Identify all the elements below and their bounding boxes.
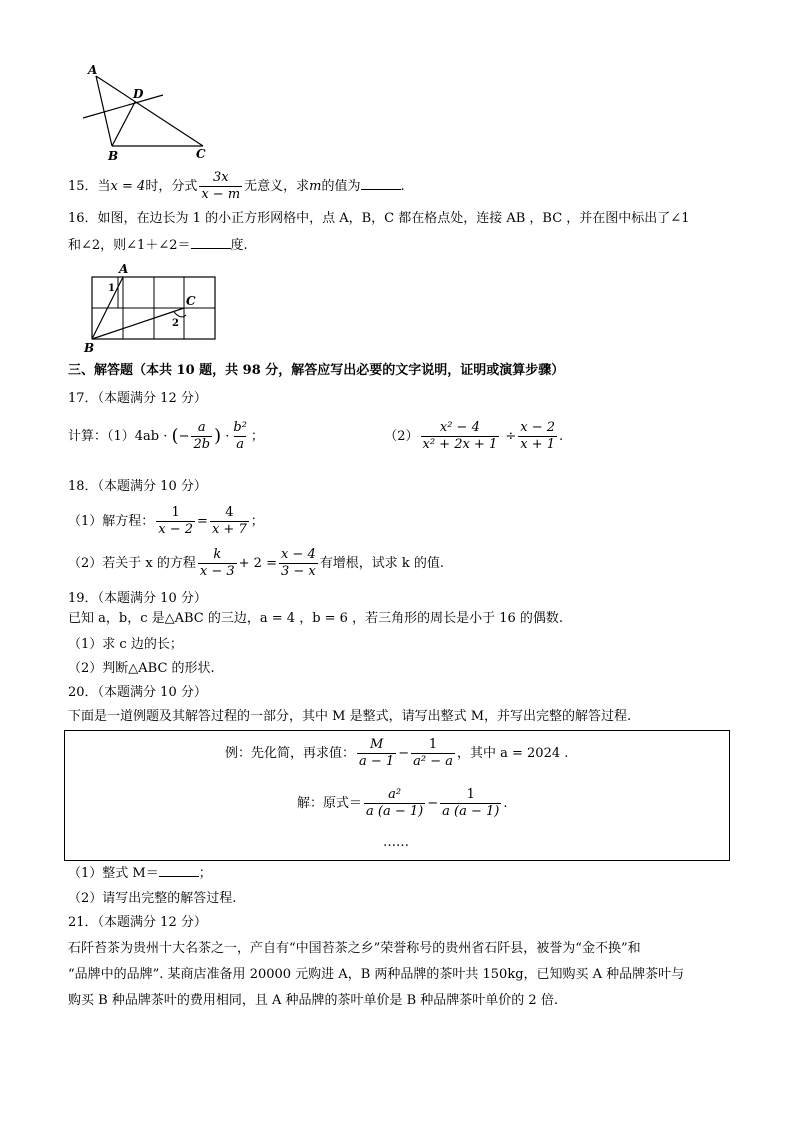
answer-blank[interactable]: [159, 864, 199, 877]
example-line: 例：先化简，再求值： $\frac{M}{a - 1}$ − $\frac{1}{\text{a² − a}}$ ，其中 a = 2024 .: [225, 737, 569, 769]
question-20-sub2: （2）请写出完整的解答过程.: [68, 891, 237, 906]
angle-1-label: 1: [108, 283, 115, 294]
label-C: C: [196, 147, 206, 161]
question-21-head: 21．（本题满分 12 分）: [68, 915, 207, 930]
label-A: A: [119, 262, 129, 276]
question-21-line1: 石阡苔茶为贵州十大名茶之一，产自有“中国苔茶之乡”荣誉称号的贵州省石阡县，被誉为“金不换”和: [68, 941, 641, 956]
question-15: 15．当x = 4时，分式 $\frac{3x}{x - m}$ 无意义，求m的值为 .: [68, 170, 405, 202]
label-A: A: [88, 63, 98, 77]
fraction: $\frac{3x}{x - m}$: [201, 170, 241, 202]
label-B: B: [108, 149, 119, 162]
question-19-text: 已知 a，b，c 是△ABC 的三边，a = 4 ，b = 6 ，若三角形的周长是小于 16 的偶数.: [68, 611, 564, 626]
question-19-sub1: （1）求 c 边的长；: [68, 637, 183, 652]
label-B: B: [84, 341, 95, 354]
question-18-part1: （1）解方程： $\frac{1}{x - 2}$ = $\frac{4}{x + 7}$ ；: [68, 505, 264, 537]
label-D: D: [133, 87, 144, 101]
question-19-sub2: （2）判断△ABC 的形状.: [68, 661, 215, 676]
question-16-line1: 16．如图，在边长为 1 的小正方形网格中，点 A，B，C 都在格点处，连接 AB ，BC ，并在图中标出了∠1: [68, 211, 690, 226]
example-box: [64, 730, 730, 861]
section-3-title: 三、解答题（本共 10 题，共 98 分，解答应写出必要的文字说明，证明或演算步骤）: [68, 363, 565, 378]
question-18-part2: （2）若关于 x 的方程 $\frac{k}{x - 3}$ + 2 = $\frac{x - 4}{3 - x}$ 有增根，试求 k 的值.: [68, 547, 445, 579]
question-18-head: 18．（本题满分 10 分）: [68, 479, 207, 494]
question-20-head: 20．（本题满分 10 分）: [68, 685, 207, 700]
ellipsis: ……: [383, 835, 409, 850]
question-20-text: 下面是一道例题及其解答过程的一部分，其中 M 是整式，请写出整式 M，并写出完整的解答过程.: [68, 709, 632, 724]
question-19-head: 19．（本题满分 10 分）: [68, 591, 207, 606]
question-17-head: 17．（本题满分 12 分）: [68, 391, 207, 406]
question-21-line3: 购买 B 种品牌茶叶的费用相同，且 A 种品牌的茶叶单价是 B 种品牌茶叶单价的 2 倍.: [68, 993, 558, 1008]
question-16-line2: 和∠2，则∠1＋∠2＝ 度.: [68, 238, 248, 253]
question-21-line2: “品牌中的品牌”. 某商店准备用 20000 元购进 A，B 两种品牌的茶叶共 150kg，已知购买 A 种品牌茶叶与: [68, 967, 685, 982]
solution-line: 解：原式＝ $\frac{\text{a²}}{a (a - 1)}$ − $\frac{1}{a (a - 1)}$ .: [297, 787, 508, 819]
answer-blank[interactable]: [361, 177, 401, 190]
angle-2-label: 2: [172, 318, 179, 329]
question-17-body: 计算：（1）4ab · (− $\frac{a}{2b}$ ) · $\frac{\text{b²}}{a}$ ； （2） $\frac{\text{x² − 4}}{\text{x² + 2x + 1}}$ ÷ $\frac{x - 2}{x + 1}$ .: [68, 420, 564, 452]
answer-blank[interactable]: [191, 236, 231, 249]
triangle-figure: [78, 62, 228, 162]
grid-figure: [82, 262, 222, 354]
label-C: C: [186, 294, 196, 308]
question-20-sub1: （1）整式 M＝ ；: [68, 866, 212, 881]
